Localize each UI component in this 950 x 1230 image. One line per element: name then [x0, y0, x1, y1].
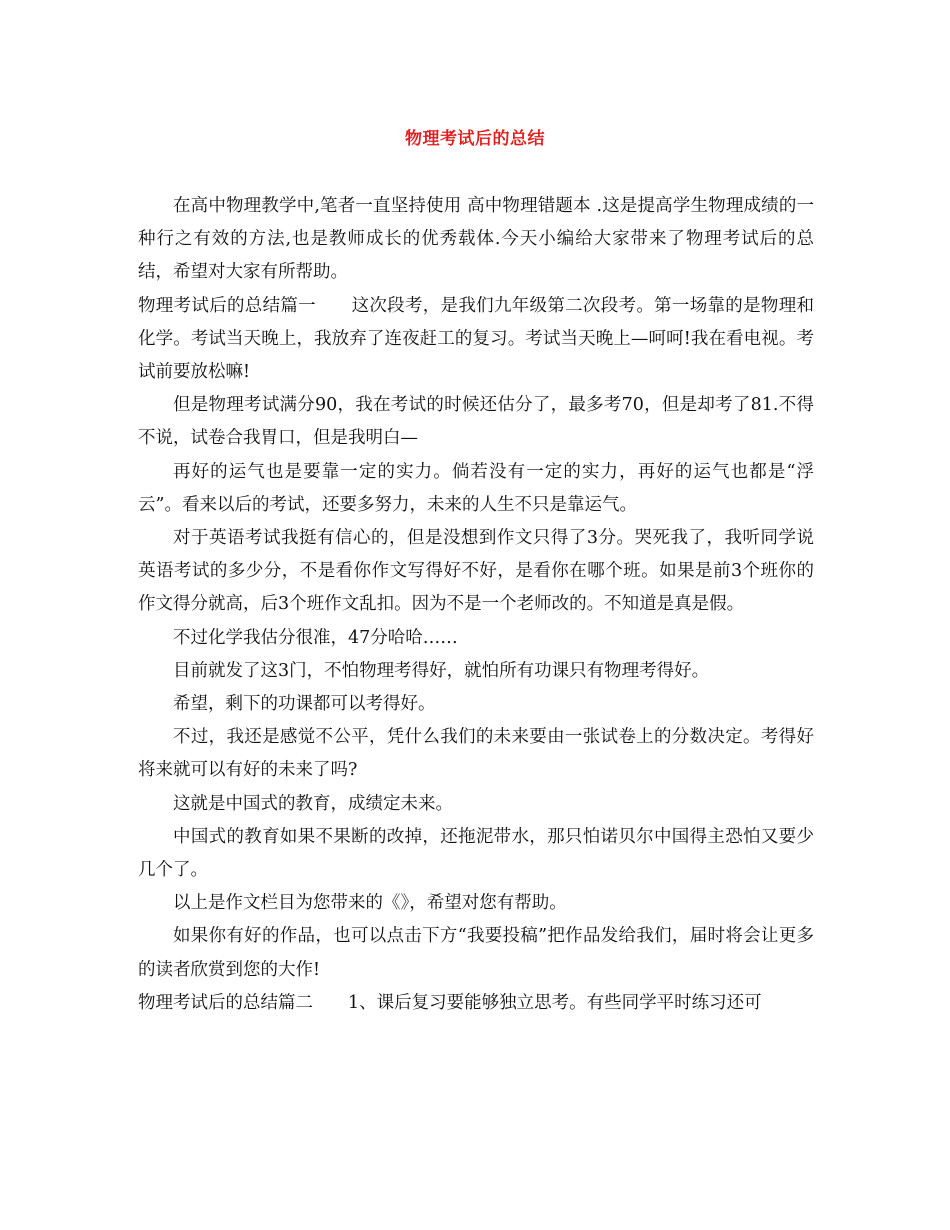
paragraph: 但是物理考试满分90，我在考试的时候还估分了，最多考70，但是却考了81.不得不说，试卷合我胃口，但是我明白—	[138, 395, 814, 449]
paragraph: 如果你有好的作品，也可以点击下方“我要投稿”把作品发给我们，届时将会让更多的读者欣赏到您的大作!	[138, 926, 814, 980]
paragraph: 中国式的教育如果不果断的改掉，还拖泥带水，那只怕诺贝尔中国得主恐怕又要少几个了。	[138, 826, 814, 881]
document-title: 物理考试后的总结	[405, 129, 545, 149]
document-body	[138, 190, 814, 1020]
paragraph: 目前就发了这3门，不怕物理考得好，就怕所有功课只有物理考得好。	[173, 660, 710, 681]
paragraph-section-two: 物理考试后的总结篇二 1、课后复习要能够独立思考。有些同学平时练习还可	[138, 992, 762, 1013]
paragraph: 希望，剩下的功课都可以考得好。	[173, 694, 436, 715]
paragraph-intro: 在高中物理教学中,笔者一直坚持使用 高中物理错题本 .这是提高学生物理成绩的一种行之有效的方法,也是教师成长的优秀载体.今天小编给大家带来了物理考试后的总结，希望对大家有所帮助。	[138, 196, 814, 283]
paragraph: 这就是中国式的教育，成绩定未来。	[173, 793, 453, 814]
paragraph: 不过，我还是感觉不公平，凭什么我们的未来要由一张试卷上的分数决定。考得好将来就可以有好的未来了吗?	[138, 727, 814, 781]
paragraph: 不过化学我估分很准，47分哈哈……	[173, 627, 458, 648]
paragraph-section-one: 物理考试后的总结篇一 这次段考，是我们九年级第二次段考。第一场靠的是物理和化学。考试当天晚上，我放弃了连夜赶工的复习。考试当天晚上—呵呵!我在看电视。考试前要放松嘛!	[138, 295, 814, 383]
paragraph: 对于英语考试我挺有信心的，但是没想到作文只得了3分。哭死我了，我听同学说英语考试的多少分，不是看你作文写得好不好，是看你在哪个班。如果是前3个班你的作文得分就高，后3个班作文乱扣。因为不是一个老师改的。不知道是真是假。	[138, 528, 814, 615]
paragraph: 以上是作文栏目为您带来的《》，希望对您有帮助。	[173, 893, 567, 914]
paragraph: 再好的运气也是要靠一定的实力。倘若没有一定的实力，再好的运气也都是“浮云”。看来以后的考试，还要多努力，未来的人生不只是靠运气。	[138, 461, 814, 515]
